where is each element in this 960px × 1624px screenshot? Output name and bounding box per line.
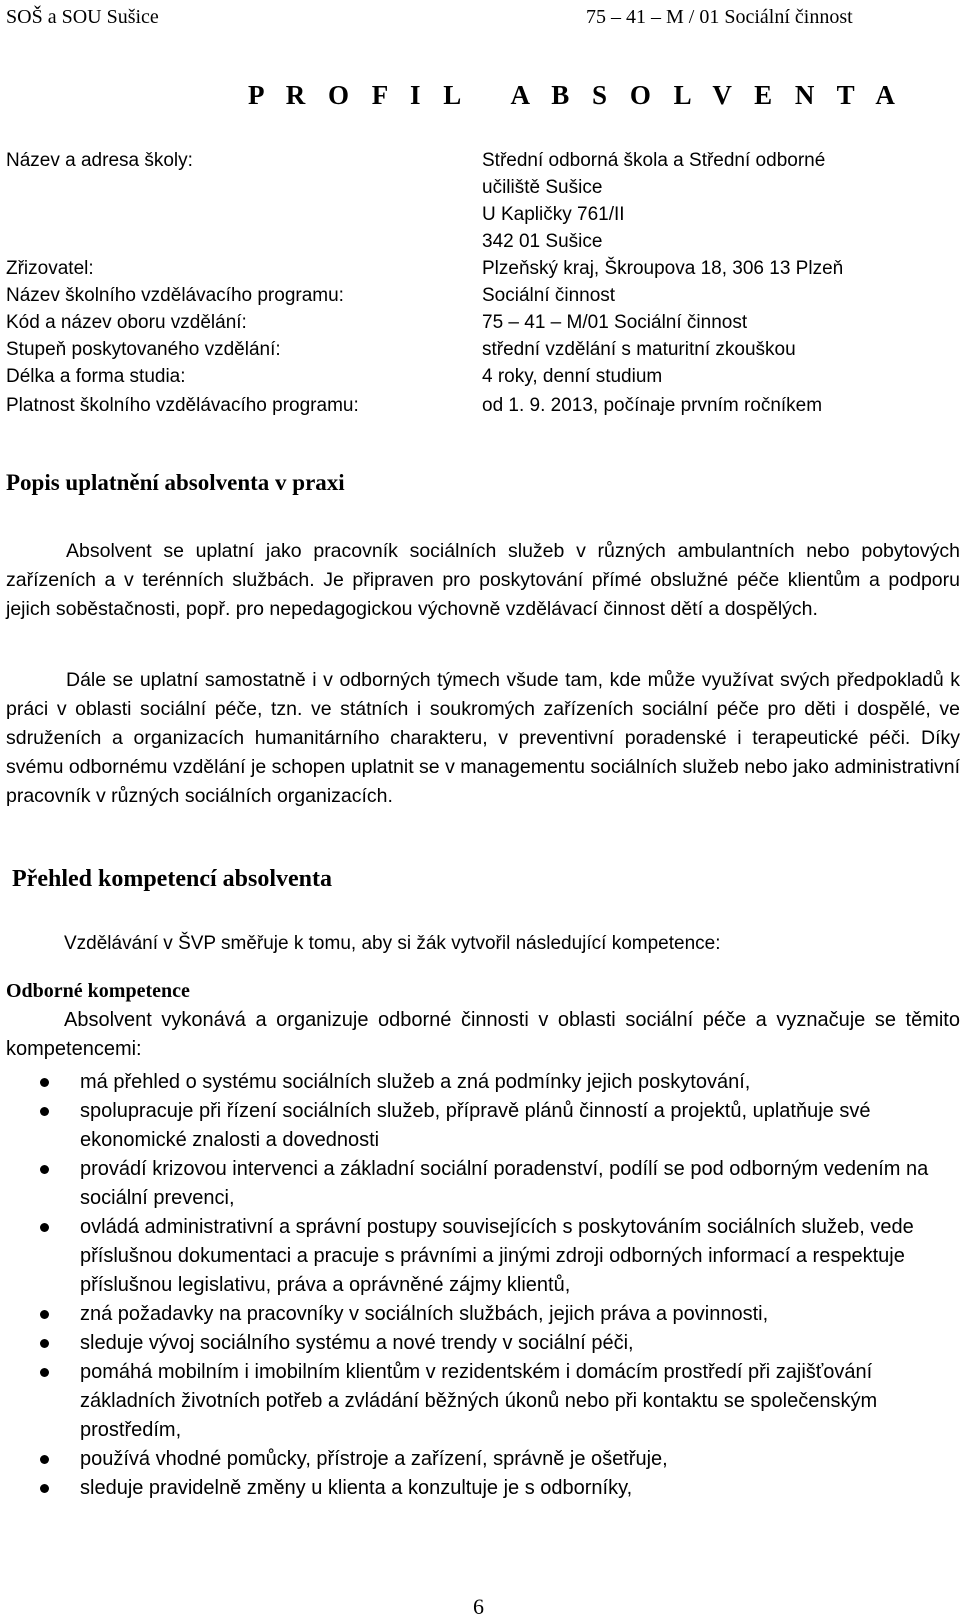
info-value: Střední odborná škola a Střední odborné [482,150,826,171]
bullet-icon [40,1107,49,1116]
info-row [6,258,946,287]
info-row [6,339,946,368]
list-item [0,1300,960,1329]
bullet-icon [40,1484,49,1493]
info-label: Zřizovatel: [6,258,94,279]
popis-paragraph-1: Absolvent se uplatní jako pracovník sociálních služeb v různých ambulantních nebo pobytových zařízeních a v terénních službách. Je připraven pro poskytování přímé obslužné péče klientům a podporu jejich soběstačnosti, popř. pro nepedagogickou výchovně vzdělávací činnost dětí a dospělých. [6,540,960,620]
info-row [6,177,946,206]
info-label: Název a adresa školy: [6,150,193,171]
info-value: od 1. 9. 2013, počínaje prvním ročníkem [482,395,823,416]
info-value: učiliště Sušice [482,177,603,198]
header-school: SOŠ a SOU Sušice [6,6,159,28]
list-item-text: zná požadavky na pracovníky v sociálních službách, jejich práva a povinnosti, [80,1303,769,1325]
info-value: U Kapličky 761/II [482,204,625,225]
list-item-text: sleduje vývoj sociálního systému a nové trendy v sociální péči, [80,1332,634,1354]
list-item [0,1329,960,1358]
info-row [6,366,946,395]
competence-list [0,1068,960,1503]
list-item-text: pomáhá mobilním i imobilním klientům v rezidentském i domácím prostředí při zajišťování základních životních potřeb a zvládání běžných úkonů nebo při kontaktu se společenským prostředím, [80,1361,878,1441]
list-item-text: sleduje pravidelně změny u klienta a konzultuje je s odborníky, [80,1477,633,1499]
list-item-text: má přehled o systému sociálních služeb a zná podmínky jejich poskytování, [80,1071,751,1093]
list-item-text: spolupracuje při řízení sociálních služeb, přípravě plánů činností a projektů, uplatňuje své ekonomické znalosti a dovednosti [80,1100,871,1151]
bullet-icon [40,1223,49,1232]
section-heading-prehled: Přehled kompetencí absolventa [12,866,332,892]
info-value: 75 – 41 – M/01 Sociální činnost [482,312,748,333]
odborne-text: Absolvent vykonává a organizuje odborné činnosti v oblasti sociální péče a vyznačuje se těmito kompetencemi: [6,1009,960,1060]
info-row [6,231,946,260]
info-value: střední vzdělání s maturitní zkouškou [482,339,796,360]
list-item-text: používá vhodné pomůcky, přístroje a zařízení, správně je ošetřuje, [80,1448,668,1470]
info-value: 4 roky, denní studium [482,366,663,387]
prehled-intro: Vzdělávání v ŠVP směřuje k tomu, aby si žák vytvořil následující kompetence: [64,933,721,954]
info-row [6,204,946,233]
info-value: Sociální činnost [482,285,616,306]
info-label: Platnost školního vzdělávacího programu: [6,395,359,416]
bullet-icon [40,1165,49,1174]
info-row [6,150,946,179]
list-item [0,1445,960,1474]
list-item-text: provádí krizovou intervenci a základní sociální poradenství, podílí se pod odborným vedením na sociální prevenci, [80,1158,929,1209]
page-number: 6 [473,1594,484,1619]
info-row [6,285,946,314]
info-label: Kód a název oboru vzdělání: [6,312,247,333]
bullet-icon [40,1339,49,1348]
bullet-icon [40,1368,49,1377]
bullet-icon [40,1078,49,1087]
subheading-odborne: Odborné kompetence [6,980,190,1002]
list-item [0,1155,960,1213]
list-item [0,1358,960,1445]
section-heading-popis: Popis uplatnění absolventa v praxi [6,470,345,495]
list-item-text: ovládá administrativní a správní postupy souvisejících s poskytováním sociálních služeb, vede příslušnou dokumentaci a pracuje s právními a jinými zdroji odborných informací a respektuje příslušnou legislativu, práva a oprávněné zájmy klientů, [80,1216,914,1296]
page-title: P R O F I L A B S O L V E N T A [248,80,903,110]
info-row [6,395,946,424]
list-item [0,1097,960,1155]
info-value: Plzeňský kraj, Škroupova 18, 306 13 Plzeň [482,258,844,279]
list-item [0,1474,960,1503]
info-row [6,312,946,341]
info-value: 342 01 Sušice [482,231,603,252]
list-item [0,1213,960,1300]
bullet-icon [40,1455,49,1464]
bullet-icon [40,1310,49,1319]
popis-paragraph-2: Dále se uplatní samostatně i v odborných týmech všude tam, kde může využívat svých předpokladů k práci v oblasti sociální péče, tzn. ve státních i soukromých zařízeních sociální péče pro děti i dospělé, ve sdruženích a organizacích humanitárního charakteru, v preventivní poradenské i terapeutické péči. Díky svému odbornému vzdělání je schopen uplatnit se v managementu sociálních služeb nebo jako administrativní pracovník v různých sociálních organizacích. [6,669,960,807]
info-label: Délka a forma studia: [6,366,186,387]
header-program: 75 – 41 – M / 01 Sociální činnost [586,6,853,28]
info-label: Stupeň poskytovaného vzdělání: [6,339,281,360]
info-label: Název školního vzdělávacího programu: [6,285,344,306]
list-item [0,1068,960,1097]
